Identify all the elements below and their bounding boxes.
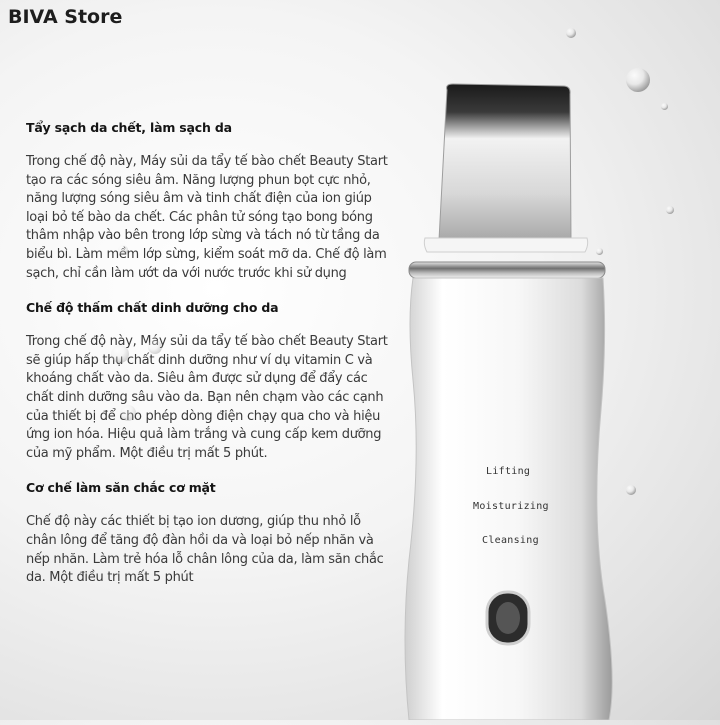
water-droplet [118,245,128,255]
section-title-nutrition: Chế độ thấm chất dinh dưỡng cho da [26,300,279,316]
section-body-nutrition: Trong chế độ này, Máy sủi da tẩy tế bào chết Beauty Start sẽ giúp hấp thụ chất dinh dưỡng như ví dụ vitamin C và khoáng chất vào da. Siêu âm được sử dụng để đẩy các chất dinh dưỡng sâu vào da. Bạn nên chạm vào các cạnh của thiết bị để cho phép dòng điện chạy qua cho và hiệu ứng ion hóa. Hiệu quả làm trắng và cung cấp kem dưỡng của mỹ phẩm. Một điều trị mất 5 phút. [26,334,388,461]
water-droplet [111,345,129,363]
water-droplet [661,103,668,110]
mode-label-cleansing: Cleansing [482,535,539,546]
description-column [26,120,388,605]
section-body-lifting: Chế độ này các thiết bị tạo ion dương, giúp thu nhỏ lỗ chân lông để tăng độ đàn hồi da và loại bỏ nếp nhăn và nếp nhăn. Làm trẻ hóa lỗ chân lông của da, làm săn chắc da. Một điều trị mất 5 phút [26,514,384,586]
section-body-cleansing: Trong chế độ này, Máy sủi da tẩy tế bào chết Beauty Start tạo ra các sóng siêu âm. Năng lượng phun bọt cực nhỏ, năng lượng sóng siêu âm và tinh chất điện của ion giúp loại bỏ tế bào da chết. Các phân tử sóng tạo bong bóng thâm nhập vào bên trong lớp sừng và tách nó từ tầng da biểu bì. Làm mềm lớp sừng, kiểm soát mỡ da. Chế độ làm sạch, chỉ cần làm ướt da với nước trước khi sử dụng [26,154,388,281]
skin-scrubber-device [395,80,635,720]
water-droplet [566,28,576,38]
water-droplet [148,340,162,354]
mode-label-lifting: Lifting [486,466,531,477]
brand-title: BIVA Store [8,6,123,28]
water-droplet [666,206,674,214]
section-title-lifting: Cơ chế làm săn chắc cơ mặt [26,480,216,496]
section-title-cleansing: Tẩy sạch da chết, làm sạch da [26,120,232,135]
water-droplet [120,405,136,421]
mode-label-moisturizing: Moisturizing [473,501,549,512]
device-illustration [395,80,635,720]
